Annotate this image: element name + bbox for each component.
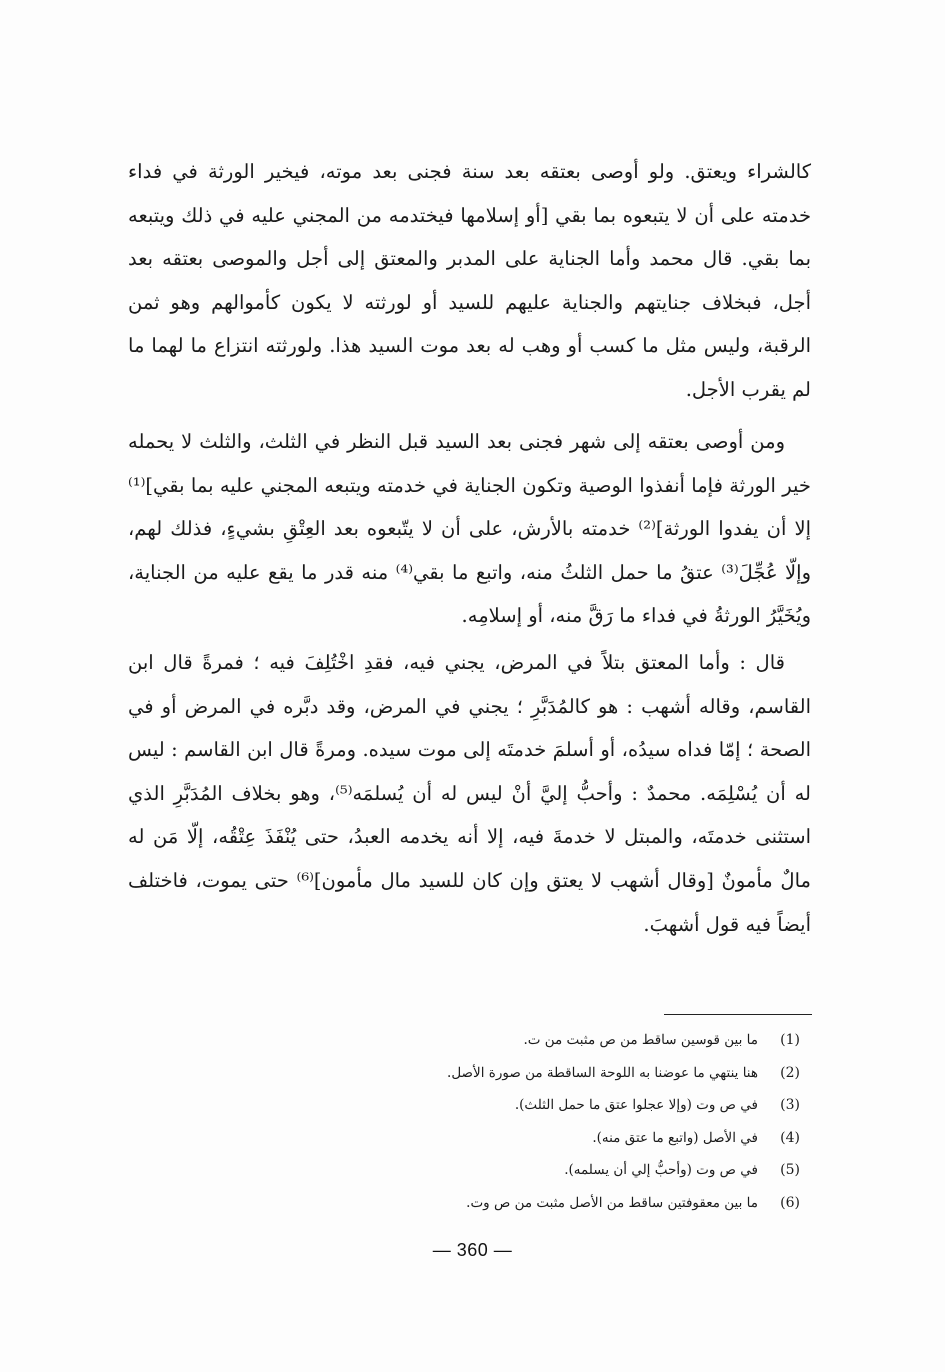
footnote-item: [300, 1154, 800, 1187]
footnote-text: في الأصل (واتبع ما عتق منه).: [592, 1129, 758, 1146]
footnote-text: ما بين قوسين ساقط من ص مثبت من ت.: [523, 1032, 758, 1048]
footnote-item: [300, 1187, 800, 1220]
footnotes: [300, 1024, 800, 1219]
page-number: — 360 —: [432, 1240, 513, 1260]
footnote-text: هنا ينتهي ما عوضنا به اللوحة الساقطة من صورة الأصل.: [447, 1064, 758, 1081]
footnote-number: (4): [780, 1129, 800, 1146]
body-paragraph-2: [128, 420, 811, 638]
footnote-text: في ص وت (وأحبُّ إلي أن يسلمه).: [564, 1162, 758, 1178]
footnote-item: [300, 1089, 800, 1122]
footnote-text: في ص وت (وإلا عجلوا عتق ما حمل الثلث).: [514, 1097, 758, 1113]
body-paragraph-1: [128, 150, 811, 412]
footnote-number: (6): [780, 1194, 800, 1211]
footnote-number: (2): [780, 1064, 800, 1081]
footnote-text: ما بين معقوفتين ساقط من الأصل مثبت من ص وت.: [466, 1194, 758, 1211]
footnote-item: [300, 1024, 800, 1057]
footnote-item: [300, 1057, 800, 1090]
footnote-number: (5): [780, 1162, 800, 1178]
paragraph-text: ومن أوصى بعتقه إلى شهر فجنى بعد السيد قبل النظر في الثلث، والثلث لا يحمله خير الورثة فإما أنفذوا الوصية وتكون الجناية في خدمته ويتبعه المجني عليه بما بقي]⁽¹⁾ إلا أن يفدوا الورثة]⁽²⁾ خدمته بالأرش، على أن لا يتّبعوه بعد العِتْقِ بشيءٍ، فذلك لهم، وإلّا عُجِّلَ⁽³⁾ عتقُ ما حمل الثلثُ منه، واتبع ما بقي⁽⁴⁾ منه قدر ما يقع عليه من الجناية، ويُخَيَّرُ الورثةُ في فداء ما رَقَّ منه، أو إسلامِه.: [128, 430, 812, 628]
paragraph-text: كالشراء ويعتق. ولو أوصى بعتقه بعد سنة فجنى بعد موته، فيخير الورثة في فداء خدمته على أن لا يتبعوه بما بقي [أو إسلامها فيختدمه من المجني عليه في ذلك ويتبعه بما بقي. قال محمد وأما الجناية على المدبر والمعتق إلى أجل والموصى بعتقه بعد أجل، فبخلاف جنايتهم والجناية عليهم للسيد أو لورثته لا يكون كأموالهم وهو ثمن الرقبة، وليس مثل ما كسب أو وهب له بعد موت السيد هذا. ولورثته انتزاع ما لهما ما لم يقرب الأجل.: [128, 160, 811, 401]
footnote-separator: [664, 1014, 812, 1015]
body-paragraph-3: [128, 641, 811, 946]
footnote-item: [300, 1122, 800, 1155]
footnote-number: (3): [780, 1097, 800, 1113]
footnote-number: (1): [780, 1032, 800, 1048]
paragraph-text: قال : وأما المعتق بتلاً في المرض، يجني فيه، فقدِ اخْتُلِفَ فيه ؛ فمرةً قال ابن القاسم، وقاله أشهب : هو كالمُدَبَّرِ ؛ يجني في المرض، وقد دبَّره في المرض أو في الصحة ؛ إمّا فداه سيدُه، أو أسلمَ خدمتَه إلى موت سيده. ومرةً قال ابن القاسم : ليس له أن يُسْلِمَه. محمدٌ : وأحبُّ إليَّ أنْ ليس له أن يُسلمَه⁽⁵⁾، وهو بخلاف المُدَبَّرِ الذي استثنى خدمتَه، والمبتل لا خدمةَ فيه، إلا أنه يخدمه العبدُ، حتى يُنْفَذَ عِتْقُه، إلّا مَن له مالٌ مأمونٌ [وقال أشهب لا يعتق وإن كان للسيد مال مأمون]⁽⁶⁾ حتى يموت، فاختلف أيضاً فيه قول أشهبَ.: [128, 651, 811, 936]
